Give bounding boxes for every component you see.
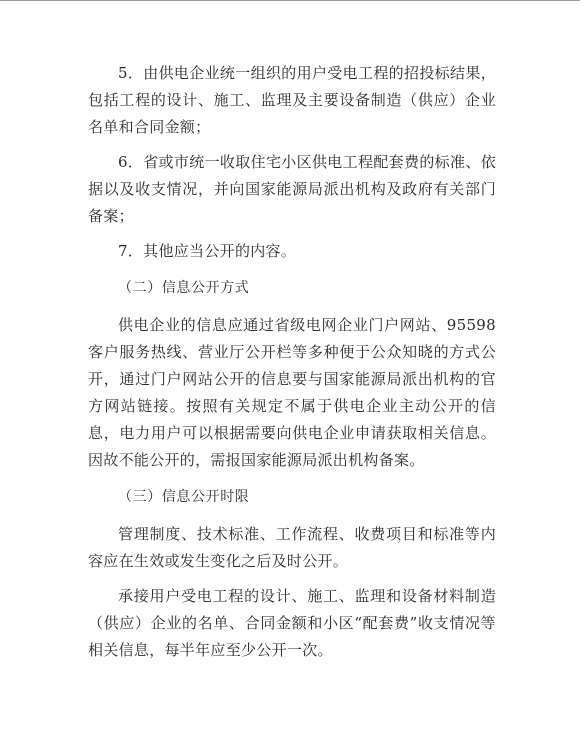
paragraph-timing-2: 承接用户受电工程的设计、施工、监理和设备材料制造（供应）企业的名单、合同金额和小区“配套费”收支情况等相关信息，每半年应至少公开一次。 xyxy=(88,587,496,659)
document-page xyxy=(88,60,496,664)
section-heading-disclosure-timing: （三）信息公开时限 xyxy=(118,489,250,505)
list-item-7: 7．其他应当公开的内容。 xyxy=(118,242,297,260)
paragraph-timing-1: 管理制度、技术标准、工作流程、收费项目和标准等内容应在生效或发生变化之后及时公开。 xyxy=(88,525,496,570)
list-item-6: 6．省或市统一收取住宅小区供电工程配套费的标准、依据以及收支情况，并向国家能源局派出机构及政府有关部门备案； xyxy=(88,153,496,225)
paragraph-disclosure-method: 供电企业的信息应通过省级电网企业门户网站、95598客户服务热线、营业厅公开栏等多种便于公众知晓的方式公开，通过门户网站公开的信息要与国家能源局派出机构的官方网站链接。按照有关规定不属于供电企业主动公开的信息，电力用户可以根据需要向供电企业申请获取相关信息。因故不能公开的，需报国家能源局派出机构备案。 xyxy=(88,316,496,469)
list-item-5: 5．由供电企业统一组织的用户受电工程的招投标结果，包括工程的设计、施工、监理及主要设备制造（供应）企业名单和合同金额； xyxy=(88,64,496,136)
section-heading-disclosure-method: （二）信息公开方式 xyxy=(118,280,250,296)
top-border-line xyxy=(0,0,580,1)
